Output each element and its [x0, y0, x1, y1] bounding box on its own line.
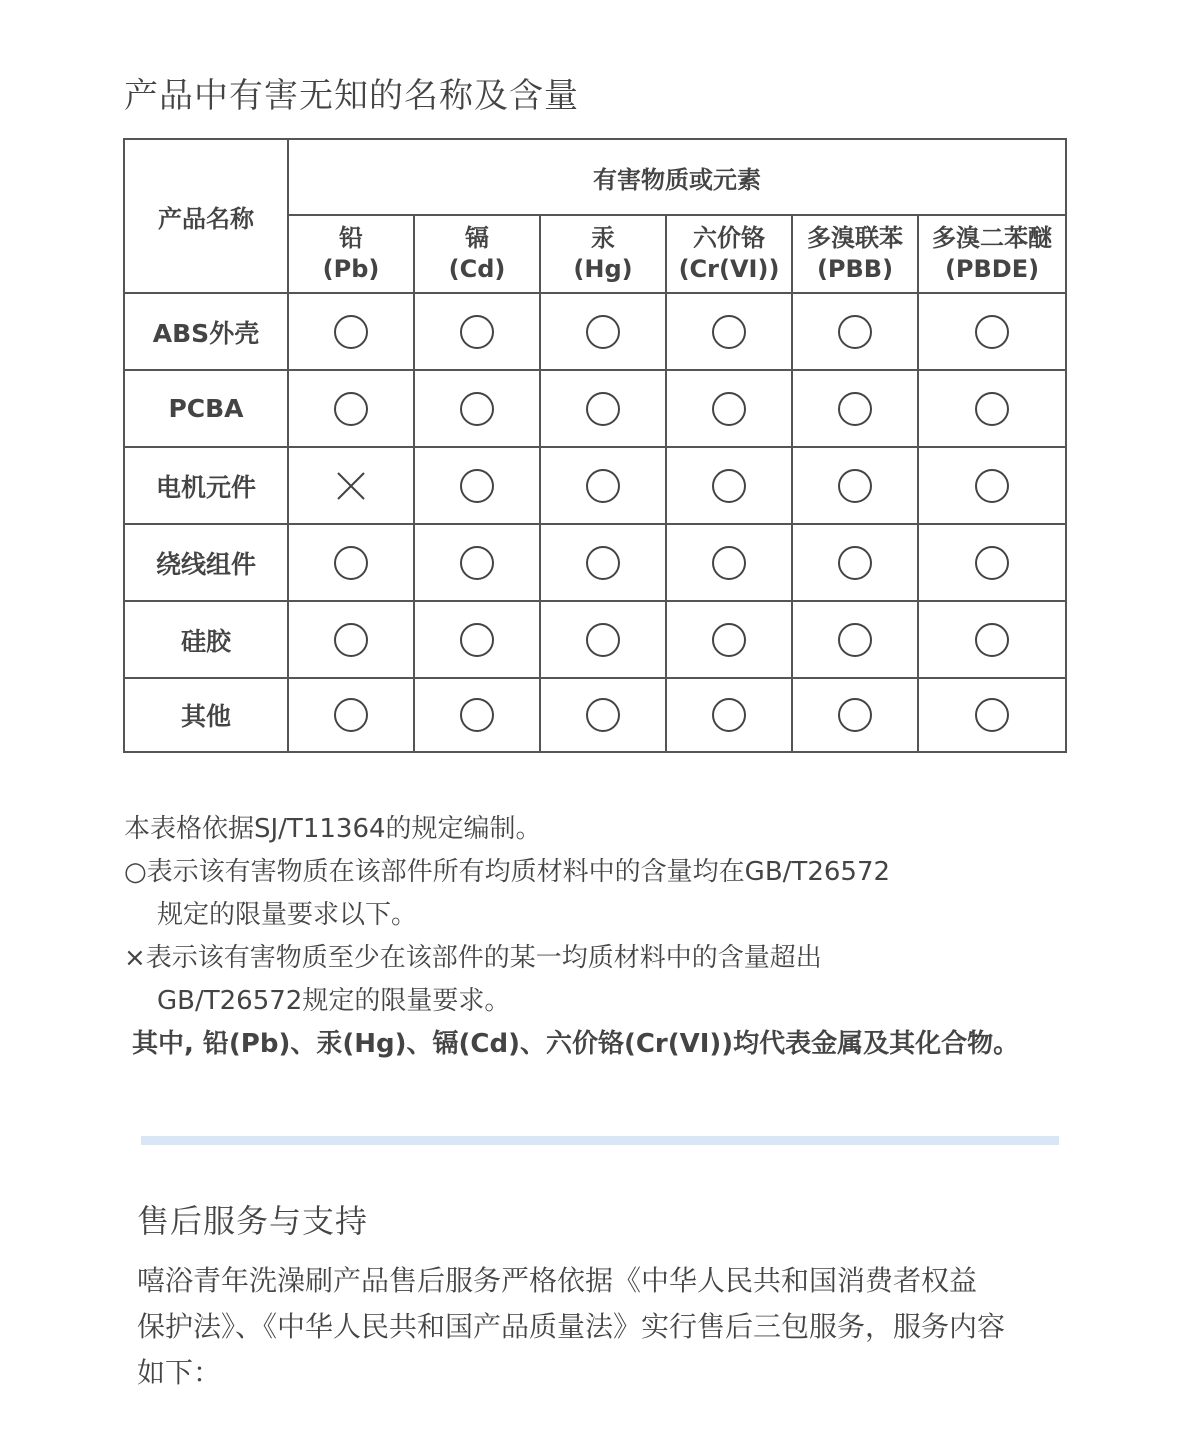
- circle-mark-icon: [334, 315, 368, 349]
- circle-mark-icon: [334, 392, 368, 426]
- substance-header-cell: [918, 215, 1066, 293]
- substance-name: 多溴二苯醚: [932, 224, 1053, 252]
- compliance-cell: [288, 447, 414, 524]
- after-sales-title: 售后服务与支持: [137, 1202, 369, 1240]
- table-row: [124, 601, 1066, 678]
- circle-mark-icon: [975, 546, 1009, 580]
- substance-header-cell: [666, 215, 792, 293]
- hazard-notes: [124, 808, 1084, 1066]
- after-sales-text-line: 如下：: [137, 1356, 222, 1389]
- substance-symbol: (PBDE): [944, 255, 1040, 283]
- table-row: [124, 447, 1066, 524]
- note-circle-meaning-cont: 规定的限量要求以下。: [157, 900, 418, 930]
- compliance-cell: [918, 601, 1066, 678]
- hazard-substance-table: [123, 138, 1067, 753]
- circle-mark-icon: [712, 623, 746, 657]
- table-row: [124, 293, 1066, 370]
- circle-mark-icon: [460, 469, 494, 503]
- after-sales-text-line: 嘻浴青年洗澡刷产品售后服务严格依据《中华人民共和国消费者权益: [137, 1264, 978, 1297]
- substance-symbol: (Pb): [322, 255, 380, 283]
- compliance-cell: [540, 447, 666, 524]
- compliance-cell: [792, 447, 918, 524]
- compliance-cell: [918, 678, 1066, 752]
- substance-symbol: (Cr(VI)): [678, 255, 780, 283]
- circle-mark-icon: [460, 392, 494, 426]
- compliance-cell: [918, 524, 1066, 601]
- compliance-cell: [414, 601, 540, 678]
- circle-mark-icon: [975, 698, 1009, 732]
- circle-mark-icon: [838, 392, 872, 426]
- compliance-cell: [540, 370, 666, 447]
- compliance-cell: [540, 293, 666, 370]
- compliance-cell: [666, 370, 792, 447]
- circle-mark-icon: [712, 698, 746, 732]
- note-cross-meaning-cont: GB/T26572规定的限量要求。: [157, 986, 511, 1016]
- product-name-header: 产品名称: [124, 139, 288, 293]
- circle-mark-icon: [838, 623, 872, 657]
- compliance-cell: [666, 447, 792, 524]
- circle-mark-icon: [586, 392, 620, 426]
- product-part-label: 绕线组件: [124, 524, 288, 601]
- substance-symbol: (Hg): [573, 255, 633, 283]
- compliance-cell: [414, 678, 540, 752]
- circle-mark-icon: [838, 469, 872, 503]
- product-part-label: 硅胶: [124, 601, 288, 678]
- product-part-label: 其他: [124, 678, 288, 752]
- circle-mark-icon: [334, 623, 368, 657]
- circle-mark-icon: [460, 698, 494, 732]
- substance-symbol: (PBB): [816, 255, 894, 283]
- circle-mark-icon: [712, 469, 746, 503]
- substance-name: 六价铬: [693, 224, 765, 252]
- compliance-cell: [414, 370, 540, 447]
- circle-mark-icon: [838, 546, 872, 580]
- compliance-cell: [666, 601, 792, 678]
- table-header-row: [124, 139, 1066, 215]
- compliance-cell: [918, 370, 1066, 447]
- circle-mark-icon: [975, 623, 1009, 657]
- table-row: [124, 370, 1066, 447]
- compliance-cell: [792, 601, 918, 678]
- compliance-cell: [666, 678, 792, 752]
- section-divider: [141, 1136, 1059, 1145]
- compliance-cell: [918, 447, 1066, 524]
- substance-name: 汞: [591, 224, 615, 252]
- compliance-cell: [666, 293, 792, 370]
- circle-mark-icon: [838, 698, 872, 732]
- compliance-cell: [792, 524, 918, 601]
- substance-header-cell: [792, 215, 918, 293]
- compliance-cell: [288, 370, 414, 447]
- circle-mark-icon: [586, 315, 620, 349]
- circle-mark-icon: [586, 698, 620, 732]
- compliance-cell: [540, 678, 666, 752]
- substance-header-cell: [540, 215, 666, 293]
- compliance-cell: [414, 447, 540, 524]
- compliance-cell: [288, 601, 414, 678]
- table-row: [124, 678, 1066, 752]
- note-metals: 其中, 铅(Pb)、汞(Hg)、镉(Cd)、六价铬(Cr(VI))均代表金属及其化合物。: [132, 1029, 1020, 1059]
- compliance-cell: [666, 524, 792, 601]
- hazard-table-container: [123, 138, 1067, 753]
- note-cross-meaning: ×表示该有害物质至少在该部件的某一均质材料中的含量超出: [124, 943, 822, 973]
- compliance-cell: [540, 601, 666, 678]
- product-part-label: ABS外壳: [124, 293, 288, 370]
- compliance-cell: [540, 524, 666, 601]
- compliance-cell: [792, 678, 918, 752]
- substance-header-cell: [288, 215, 414, 293]
- product-part-label: PCBA: [124, 370, 288, 447]
- compliance-cell: [288, 293, 414, 370]
- compliance-cell: [288, 524, 414, 601]
- circle-mark-icon: [975, 392, 1009, 426]
- hazard-table-body: [124, 293, 1066, 752]
- circle-mark-icon: [712, 315, 746, 349]
- compliance-cell: [918, 293, 1066, 370]
- compliance-cell: [414, 293, 540, 370]
- substance-name: 多溴联苯: [807, 224, 903, 252]
- hazard-section-title: 产品中有害无知的名称及含量: [124, 76, 579, 116]
- circle-mark-icon: [460, 623, 494, 657]
- circle-mark-icon: [975, 469, 1009, 503]
- circle-mark-icon: [838, 315, 872, 349]
- product-part-label: 电机元件: [124, 447, 288, 524]
- circle-mark-icon: [334, 546, 368, 580]
- compliance-cell: [792, 370, 918, 447]
- circle-mark-icon: [586, 469, 620, 503]
- circle-mark-icon: [586, 623, 620, 657]
- circle-mark-icon: [712, 546, 746, 580]
- note-circle-meaning: ○表示该有害物质在该部件所有均质材料中的含量均在GB/T26572: [124, 857, 891, 887]
- compliance-cell: [414, 524, 540, 601]
- circle-mark-icon: [460, 546, 494, 580]
- after-sales-body: [137, 1258, 1067, 1396]
- substance-name: 铅: [339, 224, 363, 252]
- circle-mark-icon: [975, 315, 1009, 349]
- circle-mark-icon: [586, 546, 620, 580]
- substance-header-cell: [414, 215, 540, 293]
- compliance-cell: [792, 293, 918, 370]
- table-row: [124, 524, 1066, 601]
- circle-mark-icon: [712, 392, 746, 426]
- after-sales-text-line: 保护法》、《中华人民共和国产品质量法》实行售后三包服务，服务内容: [137, 1310, 1006, 1343]
- note-standard: 本表格依据SJ/T11364的规定编制。: [124, 814, 542, 844]
- substance-symbol: (Cd): [448, 255, 506, 283]
- substance-name: 镉: [465, 224, 489, 252]
- substance-group-header: 有害物质或元素: [288, 139, 1066, 215]
- cross-mark-icon: [333, 468, 369, 504]
- circle-mark-icon: [460, 315, 494, 349]
- compliance-cell: [288, 678, 414, 752]
- circle-mark-icon: [334, 698, 368, 732]
